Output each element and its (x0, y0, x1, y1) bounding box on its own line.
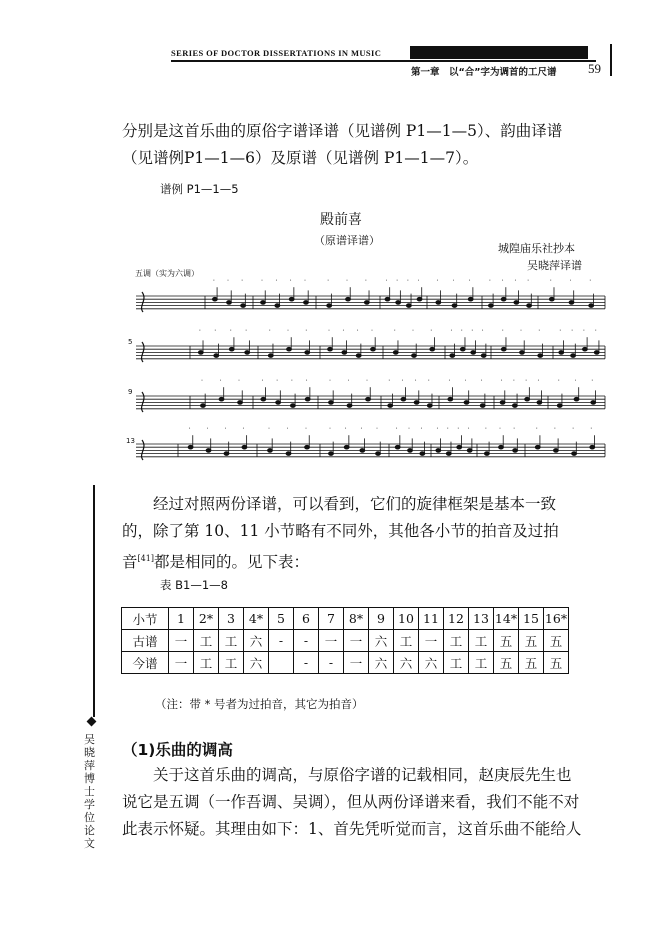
body-line: 经过对照两份译谱，可以看到，它们的旋律框架是基本一致 (153, 495, 557, 513)
margin-title: 吴晓萍博士学位论文 (84, 733, 95, 850)
gongche-mark-icon: ˙ (302, 279, 307, 288)
body-line: 的，除了第 10、11 小节略有不同外，其他各小节的拍音及过拍 (122, 522, 559, 540)
note-head (512, 404, 517, 408)
table-cell: 5 (269, 608, 294, 630)
table-cell: - (319, 652, 344, 674)
note-head (450, 354, 455, 358)
gongche-mark-icon: ˙ (211, 279, 216, 288)
gongche-mark-icon: ˙ (411, 329, 415, 338)
note-head (525, 397, 530, 401)
note-head (360, 449, 365, 453)
table-cell: 9 (369, 608, 394, 630)
note-head (406, 304, 411, 308)
gongche-mark-icon: ˙ (359, 427, 364, 436)
gongche-mark-icon: ˙ (346, 379, 351, 388)
table-cell: 六 (369, 652, 394, 674)
gongche-mark-icon: ˙ (375, 427, 380, 436)
note-head (286, 452, 291, 456)
table-cell: - (269, 630, 294, 652)
table-cell: 11 (419, 608, 444, 630)
gongche-mark-icon: ˙ (260, 379, 265, 388)
body-line-end: 都是相同的。见下表： (153, 553, 309, 572)
note-head (452, 304, 457, 308)
note-head (224, 452, 229, 456)
table-row (122, 652, 569, 674)
gongche-mark-icon: ˙ (355, 329, 360, 338)
note-head (574, 397, 579, 401)
note-head (401, 397, 406, 401)
section-line: 此表示怀疑。其理由如下：1、首先凭听觉而言，这首乐曲不能给人 (122, 820, 582, 838)
gongche-mark-icon: ˙ (223, 427, 228, 436)
table-note: （注：带 * 号者为过拍音，其它为拍音） (155, 697, 364, 711)
gongche-mark-icon: ˙ (392, 329, 397, 338)
note-head (420, 452, 425, 456)
gongche-mark-icon: ˙ (513, 279, 518, 288)
gongche-mark-icon: ˙ (593, 329, 598, 338)
gongche-mark-icon: ˙ (400, 379, 405, 388)
gongche-mark-icon: ˙ (500, 279, 505, 288)
table-cell: 五 (544, 630, 569, 652)
table-cell: 工 (394, 630, 419, 652)
gongche-mark-icon: ˙ (384, 279, 389, 288)
table-cell: 13 (469, 608, 494, 630)
table-cell: 古谱 (122, 630, 169, 652)
table-caption: 表 B1—1—8 (160, 578, 228, 592)
gongche-mark-icon: ˙ (285, 427, 290, 436)
note-head (290, 404, 295, 408)
score-translator: 吴晓萍译谱 (527, 259, 582, 272)
note-head (347, 404, 352, 408)
note-head (500, 401, 505, 405)
note-head (188, 445, 193, 449)
gongche-mark-icon: ˙ (519, 329, 523, 338)
gongche-mark-icon: ˙ (267, 329, 272, 338)
gongche-mark-icon: ˙ (426, 379, 431, 388)
table-cell: 1 (169, 608, 194, 630)
intro-line: 分别是这首乐曲的原俗字谱译谱（见谱例 P1—1—5）、韵曲译谱 (122, 122, 563, 140)
note-head (457, 445, 462, 449)
note-head (408, 449, 413, 453)
score-title: 殿前喜 (320, 212, 362, 228)
gongche-mark-icon: ˙ (500, 329, 505, 338)
table-cell: 工 (194, 652, 219, 674)
note-head (446, 452, 451, 456)
note-head (242, 445, 247, 449)
note-head (436, 449, 441, 453)
table-cell: 一 (419, 630, 444, 652)
section-heading: （1)乐曲的调高 (122, 741, 233, 759)
body-paragraph (122, 491, 622, 576)
note-head (376, 452, 381, 456)
table-cell: 14* (494, 608, 519, 630)
margin-diamond-icon (87, 717, 97, 727)
gongche-mark-icon: ˙ (416, 279, 421, 288)
note-head (261, 301, 266, 305)
body-line-last (122, 545, 622, 576)
note-head (559, 351, 564, 355)
note-head (501, 347, 506, 351)
note-head (572, 452, 577, 456)
footnote-mark: [41] (137, 554, 154, 563)
body-line-start: 音 (122, 553, 138, 572)
note-head (305, 397, 310, 401)
note-head (268, 354, 273, 358)
note-head (388, 404, 393, 408)
note-head (571, 354, 576, 358)
section-paragraph (122, 762, 622, 843)
note-head (583, 347, 588, 351)
table-cell: 小节 (122, 608, 169, 630)
measure-number: 9 (128, 388, 133, 396)
gongche-mark-icon: ˙ (274, 279, 279, 288)
note-head (289, 297, 294, 301)
note-head (464, 401, 469, 405)
table-cell: 一 (344, 630, 369, 652)
table-cell: 4* (244, 608, 269, 630)
gongche-mark-icon: ˙ (487, 279, 492, 288)
note-head (527, 304, 532, 308)
note-head (569, 301, 574, 305)
gongche-mark-icon: ˙ (275, 379, 280, 388)
table-cell: - (294, 630, 319, 652)
note-head (305, 351, 310, 355)
gongche-mark-icon: ˙ (548, 279, 553, 288)
table-cell: 一 (344, 652, 369, 674)
note-head (241, 304, 246, 308)
note-head (554, 449, 559, 453)
table-cell: 六 (369, 630, 394, 652)
gongche-mark-icon: ˙ (218, 379, 223, 388)
note-head (589, 304, 594, 308)
section-line: 关于这首乐曲的调高，与原俗字谱的记载相同，赵庚辰先生也 (153, 766, 572, 784)
note-head (206, 449, 211, 453)
gongche-mark-icon: ˙ (479, 379, 484, 388)
gongche-mark-icon: ˙ (213, 329, 218, 338)
note-head (385, 297, 390, 301)
gongche-mark-icon: ˙ (240, 279, 245, 288)
note-head (329, 401, 334, 405)
gongche-mark-icon: ˙ (573, 379, 578, 388)
note-head (501, 297, 506, 301)
gongche-mark-icon: ˙ (363, 279, 368, 288)
table-cell: 工 (444, 652, 469, 674)
gongche-mark-icon: ˙ (534, 427, 539, 436)
gongche-mark-icon: ˙ (387, 379, 392, 388)
gongche-mark-icon: ˙ (327, 379, 332, 388)
table-cell: 五 (544, 652, 569, 674)
gongche-mark-icon: ˙ (590, 379, 595, 388)
gongche-mark-icon: ˙ (568, 279, 573, 288)
gongche-mark-icon: ˙ (205, 427, 210, 436)
note-head (275, 304, 280, 308)
note-head (535, 445, 540, 449)
gongche-mark-icon: ˙ (413, 379, 418, 388)
gongche-mark-icon: ˙ (499, 379, 504, 388)
table-cell: 7 (319, 608, 344, 630)
note-head (594, 351, 599, 355)
table-cell: 五 (494, 652, 519, 674)
table-cell: 一 (169, 630, 194, 652)
note-head (227, 301, 232, 305)
gongche-mark-icon: ˙ (512, 427, 517, 436)
gongche-mark-icon: ˙ (447, 379, 452, 388)
note-head (448, 397, 453, 401)
gongche-mark-icon: ˙ (467, 279, 472, 288)
table-cell: - (294, 652, 319, 674)
note-head (414, 401, 419, 405)
note-head (356, 354, 361, 358)
note-head (261, 397, 266, 401)
note-head (591, 401, 596, 405)
section-line: 说它是五调（一作吾调、吴调），但从两份译谱来看，我们不能不对 (122, 793, 580, 811)
table-cell: 工 (219, 630, 244, 652)
note-head (329, 452, 334, 456)
gongche-mark-icon: ˙ (304, 329, 309, 338)
note-head (212, 297, 217, 301)
score-source: 城隍庙乐社抄本 (498, 242, 575, 255)
table-cell (269, 652, 294, 674)
note-head (484, 452, 489, 456)
note-head (480, 404, 485, 408)
gongche-mark-icon: ˙ (581, 329, 586, 338)
table-cell: 6 (294, 608, 319, 630)
note-head (460, 347, 465, 351)
table-cell: 今谱 (122, 652, 169, 674)
note-head (328, 347, 333, 351)
note-head (590, 445, 595, 449)
note-head (238, 401, 243, 405)
table-cell: 六 (394, 652, 419, 674)
table-cell: 15 (519, 608, 544, 630)
gongche-mark-icon: ˙ (429, 329, 434, 338)
gongche-mark-icon: ˙ (445, 427, 450, 436)
gongche-mark-icon: ˙ (459, 329, 464, 338)
note-head (371, 347, 376, 351)
note-head (538, 354, 543, 358)
table-cell: 工 (469, 652, 494, 674)
table-cell: 工 (469, 630, 494, 652)
note-head (489, 304, 494, 308)
gongche-mark-icon: ˙ (536, 379, 541, 388)
note-head (327, 304, 332, 308)
table-cell: 3 (219, 608, 244, 630)
gongche-mark-icon: ˙ (304, 379, 309, 388)
note-head (198, 351, 203, 355)
gongche-mark-icon: ˙ (405, 279, 410, 288)
table-header-row (122, 608, 569, 630)
gongche-mark-icon: ˙ (498, 427, 502, 436)
gongche-mark-icon: ˙ (456, 427, 461, 436)
note-head (427, 404, 432, 408)
gongche-mark-icon: ˙ (435, 427, 440, 436)
gongche-mark-icon: ˙ (226, 279, 230, 288)
table-cell: 五 (494, 630, 519, 652)
table-cell: 五 (519, 652, 544, 674)
measure-number: 13 (126, 437, 135, 445)
table-cell: 工 (194, 630, 219, 652)
table-cell: 2* (194, 608, 219, 630)
gongche-mark-icon: ˙ (341, 329, 346, 338)
gongche-mark-icon: ˙ (241, 427, 246, 436)
gongche-mark-icon: ˙ (260, 279, 265, 288)
note-head (549, 297, 554, 301)
table-cell: 工 (444, 630, 469, 652)
note-head (393, 351, 398, 355)
note-head (304, 301, 309, 305)
key-label: 五调（实为六调） (135, 269, 199, 278)
gongche-mark-icon: ˙ (369, 329, 374, 338)
gongche-mark-icon: ˙ (570, 329, 575, 338)
note-head (344, 445, 349, 449)
gongche-mark-icon: ˙ (537, 329, 542, 338)
gongche-mark-icon: ˙ (288, 279, 293, 288)
gongche-mark-icon: ˙ (558, 329, 563, 338)
chapter-title: 第一章 以“合”字为调首的工尺谱 (411, 67, 557, 78)
gongche-mark-icon: ˙ (327, 427, 332, 436)
note-head (268, 449, 273, 453)
gongche-mark-icon: ˙ (511, 379, 516, 388)
measure-number: 5 (128, 338, 133, 346)
gongche-mark-icon: ˙ (470, 329, 475, 338)
gongche-mark-icon: ˙ (552, 427, 557, 436)
gongche-mark-icon: ˙ (237, 379, 242, 388)
gongche-mark-icon: ˙ (199, 379, 204, 388)
series-title: SERIES OF DOCTOR DISSERTATIONS IN MUSIC (171, 48, 382, 58)
gongche-mark-icon: ˙ (524, 379, 529, 388)
gongche-mark-icon: ˙ (588, 279, 593, 288)
gongche-mark-icon: ˙ (526, 279, 531, 288)
gongche-mark-icon: ˙ (244, 329, 249, 338)
gongche-mark-icon: ˙ (343, 427, 348, 436)
table-cell: 六 (419, 652, 444, 674)
gongche-mark-icon: ˙ (266, 427, 271, 436)
note-head (468, 297, 473, 301)
table-row (122, 630, 569, 652)
note-head (276, 401, 281, 405)
note-head (467, 449, 472, 453)
note-head (481, 354, 486, 358)
score-subtitle: （原谱译谱） (314, 234, 380, 247)
note-head (395, 445, 400, 449)
note-head (520, 351, 525, 355)
gongche-mark-icon: ˙ (365, 379, 370, 388)
gongche-mark-icon: ˙ (449, 329, 454, 338)
gongche-mark-icon: ˙ (187, 427, 192, 436)
table-cell: 六 (244, 652, 269, 674)
gongche-mark-icon: ˙ (326, 279, 331, 288)
gongche-mark-icon: ˙ (556, 379, 561, 388)
gongche-mark-icon: ˙ (395, 279, 400, 288)
comparison-table (121, 607, 569, 674)
note-head (514, 301, 519, 305)
table-cell: 12 (444, 608, 469, 630)
gongche-mark-icon: ˙ (571, 427, 576, 436)
note-head (396, 301, 401, 305)
gongche-mark-icon: ˙ (345, 279, 349, 288)
gongche-mark-icon: ˙ (304, 427, 309, 436)
margin-rule (93, 485, 95, 717)
table-cell: 一 (169, 652, 194, 674)
note-head (229, 347, 234, 351)
gongche-mark-icon: ˙ (480, 329, 485, 338)
gongche-mark-icon: ˙ (197, 329, 202, 338)
table-cell: 一 (319, 630, 344, 652)
note-head (366, 397, 371, 401)
note-head (436, 301, 441, 305)
gongche-mark-icon: ˙ (394, 427, 399, 436)
note-head (430, 347, 435, 351)
note-head (287, 347, 292, 351)
note-head (214, 354, 219, 358)
note-head (364, 301, 369, 305)
table-cell: 8* (344, 608, 369, 630)
intro-line: （见谱例P1—1—6）及原谱（见谱例 P1—1—7）。 (122, 149, 479, 167)
note-head (201, 404, 206, 408)
gongche-mark-icon: ˙ (466, 427, 471, 436)
gongche-mark-icon: ˙ (419, 427, 424, 436)
note-head (412, 354, 417, 358)
gongche-mark-icon: ˙ (589, 427, 594, 436)
note-head (417, 297, 422, 301)
gongche-mark-icon: ˙ (463, 379, 468, 388)
gongche-mark-icon: ˙ (289, 379, 294, 388)
note-head (305, 445, 310, 449)
note-head (346, 297, 351, 301)
gongche-mark-icon: ˙ (228, 329, 233, 338)
note-head (557, 404, 562, 408)
gongche-mark-icon: ˙ (407, 427, 411, 436)
note-head (513, 449, 518, 453)
gongche-mark-icon: ˙ (435, 279, 440, 288)
table-cell: 工 (219, 652, 244, 674)
table-cell: 10 (394, 608, 419, 630)
note-head (537, 401, 542, 405)
page-number: 59 (588, 61, 601, 76)
note-head (342, 351, 347, 355)
gongche-mark-icon: ˙ (286, 329, 290, 338)
table-cell: 16* (544, 608, 569, 630)
example-label: 谱例 P1—1—5 (160, 182, 239, 196)
gongche-mark-icon: ˙ (451, 279, 456, 288)
note-head (219, 397, 224, 401)
note-head (245, 351, 250, 355)
note-head (471, 351, 476, 355)
gongche-mark-icon: ˙ (483, 427, 488, 436)
table-cell: 六 (244, 630, 269, 652)
gongche-mark-icon: ˙ (327, 329, 332, 338)
note-head (499, 445, 504, 449)
table-cell: 五 (519, 630, 544, 652)
